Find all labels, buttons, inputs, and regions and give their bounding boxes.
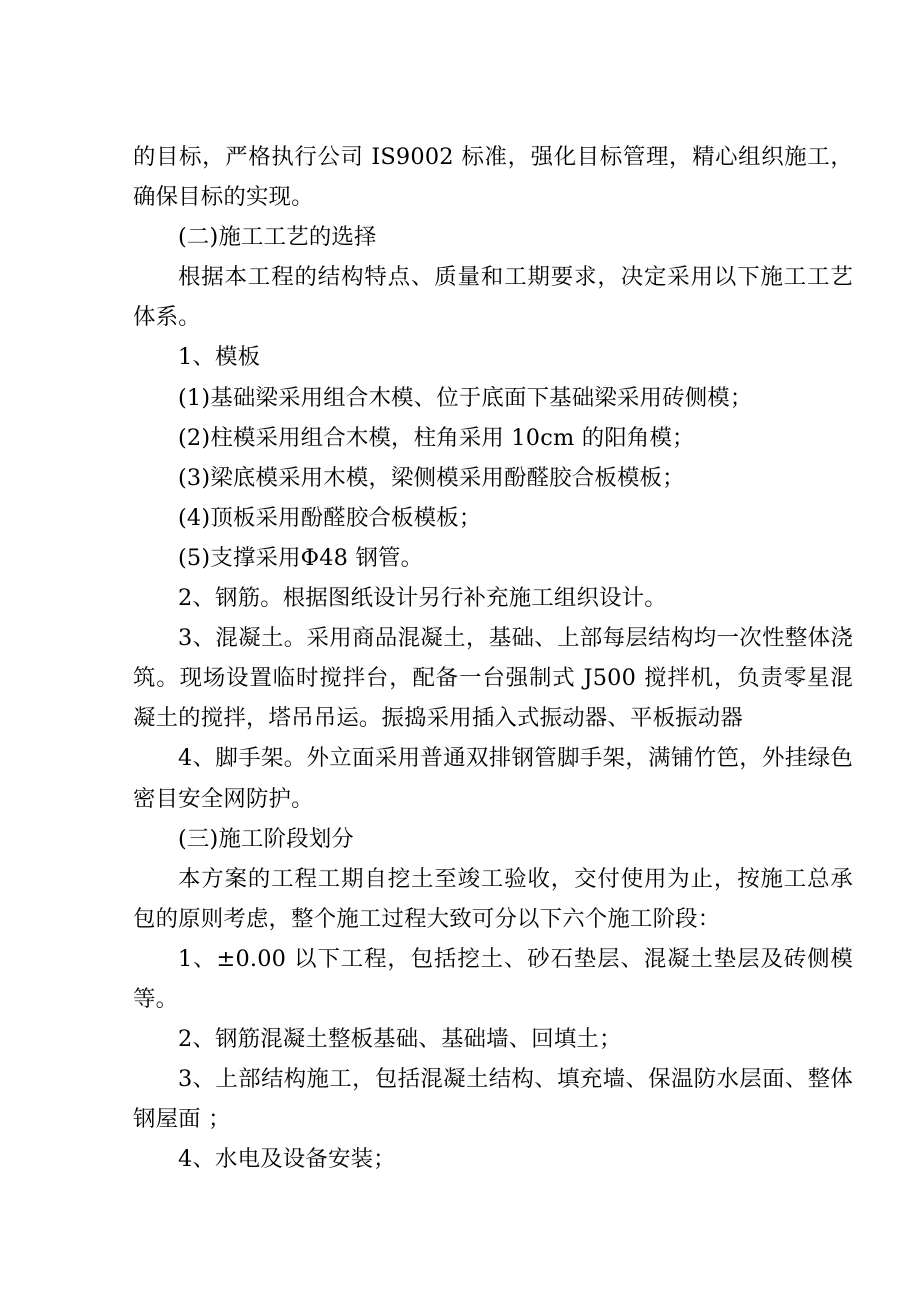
formwork-item-1: (1)基础梁采用组合木模、位于底面下基础梁采用砖侧模； [178, 384, 753, 411]
paragraph-continuation: 的目标，严格执行公司 IS9002 标准，强化目标管理，精心组织施工，确保目标的实现。 [133, 144, 853, 211]
phase-item-4: 4、水电及设备安装； [178, 1146, 396, 1173]
phase-item-1: 1、±0.00 以下工程，包括挖土、砂石垫层、混凝土垫层及砖侧模等。 [133, 945, 853, 1012]
paragraph-process-intro: 根据本工程的结构特点、质量和工期要求，决定采用以下施工工艺体系。 [133, 264, 853, 331]
formwork-item-3: (3)梁底模采用木模，梁侧模采用酚醛胶合板模板； [178, 464, 685, 491]
phase-item-2: 2、钢筋混凝土整板基础、基础墙、回填土； [178, 1026, 622, 1053]
paragraph-phases-intro: 本方案的工程工期自挖土至竣工验收，交付使用为止，按施工总承包的原则考虑，整个施工过程大致可分以下六个施工阶段： [133, 865, 853, 932]
item-concrete: 3、混凝土。采用商品混凝土，基础、上部每层结构均一次性整体浇筑。现场设置临时搅拌台，配备一台强制式 J500 搅拌机，负责零星混凝土的搅拌，塔吊吊运。振捣采用插入式振动器、平板振动器 [133, 625, 853, 732]
formwork-item-5: (5)支撑采用Φ48 钢管。 [178, 544, 424, 571]
phase-item-3: 3、上部结构施工，包括混凝土结构、填充墙、保温防水层面、整体钢屋面 ； [133, 1066, 853, 1133]
item-scaffolding: 4、脚手架。外立面采用普通双排钢管脚手架，满铺竹笆，外挂绿色密目安全网防护。 [133, 745, 853, 812]
section-heading-2: (二)施工工艺的选择 [178, 224, 377, 251]
section-heading-3: (三)施工阶段划分 [178, 825, 355, 852]
formwork-item-4: (4)顶板采用酚醛胶合板模板； [178, 504, 482, 531]
body-text [133, 137, 853, 1179]
item-rebar: 2、钢筋。根据图纸设计另行补充施工组织设计。 [178, 585, 667, 612]
formwork-item-2: (2)柱模采用组合木模，柱角采用 10cm 的阳角模； [178, 424, 695, 451]
item-formwork-heading: 1、模板 [178, 344, 261, 371]
